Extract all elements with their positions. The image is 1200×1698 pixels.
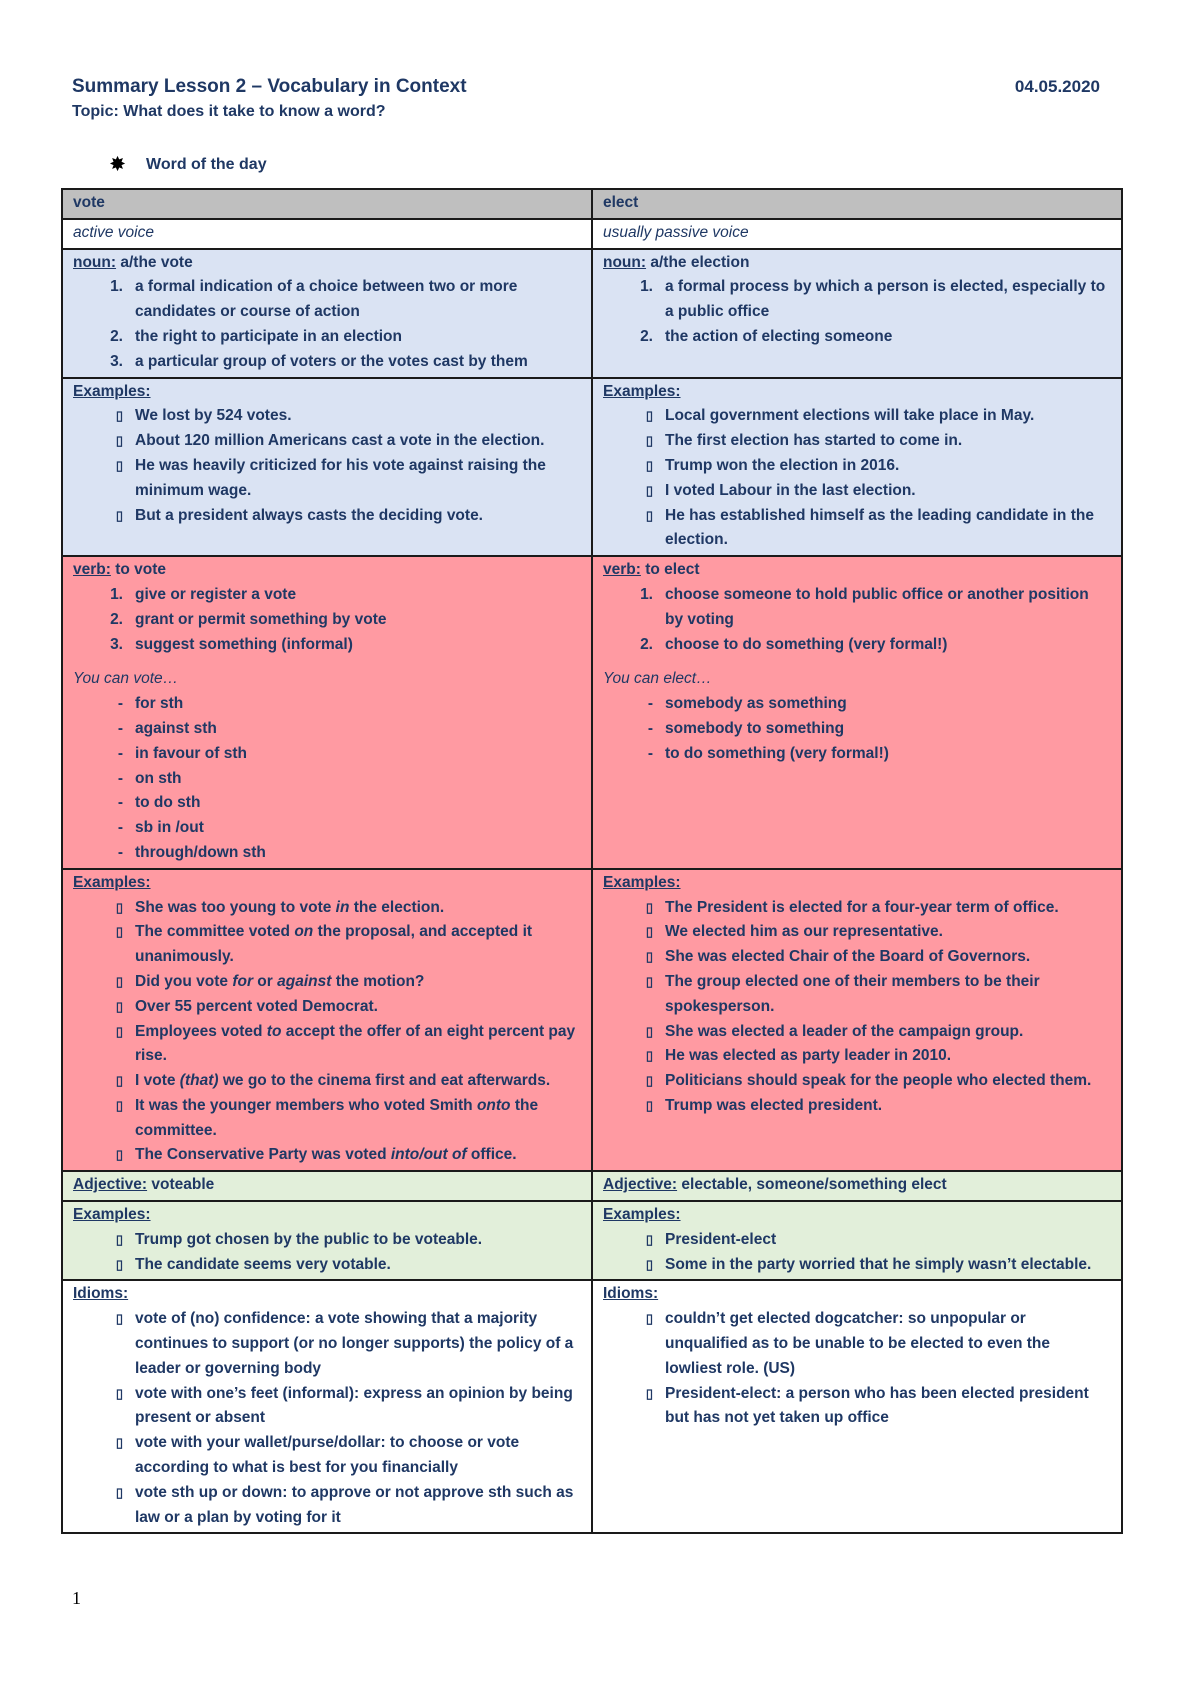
list-item	[603, 1094, 1111, 1119]
list-number: 2.	[110, 327, 123, 345]
list-item	[73, 504, 581, 529]
bullet-icon: ▯	[645, 973, 653, 989]
dash-marker: -	[117, 744, 123, 762]
elect-verb-examples	[603, 896, 1111, 1119]
text-fragment: Employees voted	[135, 1022, 267, 1040]
vote-noun-examples-cell	[62, 378, 592, 557]
list-item-text: the right to participate in an election	[135, 327, 402, 345]
bullet-icon: ▯	[645, 408, 653, 424]
text-fragment: accept the offer of an eight percent pay rise.	[135, 1022, 576, 1065]
bullet-icon: ▯	[645, 949, 653, 965]
verb-head: to vote	[110, 561, 167, 579]
list-item	[603, 1020, 1111, 1045]
list-item-text: in favour of sth	[135, 744, 247, 762]
adjective-label: Adjective:	[73, 1176, 148, 1194]
list-number: 3.	[110, 352, 123, 370]
list-item-text	[135, 995, 581, 1020]
vote-verb-cell	[62, 556, 592, 869]
list-item-text: I voted Labour in the last election.	[665, 481, 916, 499]
noun-label: noun:	[603, 253, 647, 271]
list-item	[73, 275, 581, 325]
list-item	[73, 1069, 581, 1094]
bullet-icon: ▯	[115, 457, 123, 473]
list-item-text: vote with your wallet/purse/dollar: to choose or vote according to what is best for you financially	[135, 1434, 520, 1477]
list-item-text: Trump got chosen by the public to be voteable.	[135, 1230, 483, 1248]
list-item-text	[135, 1069, 581, 1094]
text-fragment: Did you vote	[135, 972, 233, 990]
italic-fragment: onto	[476, 1096, 511, 1114]
list-item-text: Trump won the election in 2016.	[665, 456, 900, 474]
list-item	[73, 608, 581, 633]
list-item	[73, 583, 581, 608]
text-fragment: or	[253, 972, 278, 990]
verb-head: to elect	[640, 561, 700, 579]
list-item	[603, 1228, 1111, 1253]
bullet-icon: ▯	[645, 899, 653, 915]
bullet-icon: ▯	[645, 924, 653, 940]
text-fragment: Over 55 percent voted Democrat.	[135, 997, 378, 1015]
list-item-text: She was elected Chair of the Board of Governors.	[665, 948, 1031, 966]
vote-verb-examples	[73, 896, 581, 1169]
elect-verb-heading	[603, 558, 1111, 583]
list-item-text: a particular group of voters or the votes cast by them	[135, 352, 528, 370]
list-item	[603, 1069, 1111, 1094]
elect-idioms	[603, 1307, 1111, 1431]
noun-row	[62, 249, 1122, 378]
italic-fragment: against	[277, 972, 332, 990]
list-item-text: somebody to something	[665, 719, 845, 737]
page-number: 1	[72, 1588, 81, 1608]
voice-row	[62, 219, 1122, 249]
dash-marker: -	[117, 695, 123, 713]
list-item-text: on sth	[135, 769, 182, 787]
examples-label: Examples:	[603, 873, 681, 891]
idioms-label: Idioms:	[73, 1285, 129, 1303]
text-fragment: It was the younger members who voted Smith	[135, 1096, 477, 1114]
list-item-text: a formal process by which a person is elected, especially to a public office	[665, 278, 1106, 321]
list-item-text: President-elect: a person who has been elected president but has not yet taken up office	[665, 1384, 1089, 1427]
bullet-icon: ▯	[115, 1435, 123, 1451]
dash-marker: -	[647, 695, 653, 713]
word-of-the-day-label: Word of the day	[146, 155, 267, 173]
vocabulary-table	[61, 188, 1123, 1534]
list-item	[73, 1143, 581, 1168]
list-item	[603, 1307, 1111, 1381]
list-item-text	[135, 970, 581, 995]
vote-adjective-examples	[73, 1228, 581, 1278]
elect-noun-cell	[592, 249, 1122, 378]
list-item	[73, 742, 581, 767]
idioms-label: Idioms:	[603, 1285, 659, 1303]
elect-can-list	[603, 692, 1111, 766]
list-item-text: give or register a vote	[135, 585, 297, 603]
examples-label: Examples:	[603, 1206, 681, 1224]
adjective-examples-row	[62, 1201, 1122, 1280]
noun-head: a/the election	[646, 253, 750, 271]
verb-examples-row	[62, 869, 1122, 1172]
list-item-text: Local government elections will take place in May.	[665, 407, 1035, 425]
bullet-icon: ▯	[115, 1097, 123, 1113]
list-item	[73, 1382, 581, 1432]
vote-noun-heading	[73, 251, 581, 276]
list-item	[73, 1020, 581, 1070]
list-item-text: vote sth up or down: to approve or not approve sth such as law or a plan by voting for it	[135, 1483, 574, 1526]
bullet-icon: ▯	[645, 1097, 653, 1113]
list-item-text: vote of (no) confidence: a vote showing that a majority continues to support (or no longer supports) the policy of a leader or governing body	[135, 1310, 574, 1377]
bullet-icon: ▯	[115, 1231, 123, 1247]
list-item	[603, 325, 1111, 350]
list-item	[73, 791, 581, 816]
text-fragment: the proposal, and accepted it unanimously.	[135, 923, 533, 966]
list-item	[73, 1228, 581, 1253]
text-fragment: office.	[466, 1146, 517, 1164]
verb-label: verb:	[73, 561, 111, 579]
bullet-icon: ▯	[645, 1231, 653, 1247]
bullet-icon: ▯	[645, 457, 653, 473]
list-item	[603, 404, 1111, 429]
list-item	[603, 1044, 1111, 1069]
vote-can-label: You can vote…	[73, 670, 179, 688]
table-header-row	[62, 189, 1122, 219]
vote-noun-cell	[62, 249, 592, 378]
list-item-text: choose to do something (very formal!)	[665, 635, 948, 653]
text-fragment: the election.	[349, 898, 445, 916]
list-item-text: Trump was elected president.	[665, 1096, 883, 1114]
elect-noun-examples-cell	[592, 378, 1122, 557]
list-item	[73, 767, 581, 792]
noun-examples-row	[62, 378, 1122, 557]
italic-fragment: in	[335, 898, 350, 916]
bullet-icon: ▯	[645, 1256, 653, 1272]
examples-label: Examples:	[73, 1206, 151, 1224]
list-item	[73, 325, 581, 350]
document-header	[72, 76, 1100, 121]
bullet-icon: ▯	[115, 1147, 123, 1163]
list-item	[603, 692, 1111, 717]
vote-idioms-cell	[62, 1280, 592, 1533]
elect-noun-heading	[603, 251, 1111, 276]
list-item-text: for sth	[135, 695, 184, 713]
bullet-icon: ▯	[115, 1073, 123, 1089]
list-item-text: sb in /out	[135, 819, 204, 837]
list-item-text: Politicians should speak for the people who elected them.	[665, 1072, 1092, 1090]
list-item-text: Some in the party worried that he simply wasn’t electable.	[665, 1255, 1092, 1273]
list-number: 2.	[640, 635, 653, 653]
topic-line: Topic: What does it take to know a word?	[72, 103, 386, 120]
examples-label: Examples:	[73, 382, 151, 400]
column-vote-header: vote	[62, 189, 592, 219]
list-item	[73, 920, 581, 970]
list-item-text	[135, 920, 581, 970]
list-number: 1.	[110, 278, 123, 296]
bullet-icon: ▯	[645, 1385, 653, 1401]
vote-voice: active voice	[62, 219, 592, 249]
bullet-icon: ▯	[115, 1484, 123, 1500]
bullet-icon: ▯	[115, 924, 123, 940]
list-item	[603, 717, 1111, 742]
dash-marker: -	[647, 744, 653, 762]
italic-fragment: for	[232, 972, 253, 990]
list-item	[73, 995, 581, 1020]
list-item	[603, 920, 1111, 945]
elect-can-label: You can elect…	[603, 670, 712, 688]
list-item	[603, 633, 1111, 658]
list-item-text: through/down sth	[135, 843, 266, 861]
list-item-text: somebody as something	[665, 695, 847, 713]
list-number: 2.	[110, 610, 123, 628]
bullet-icon: ▯	[115, 1023, 123, 1039]
text-fragment: The committee voted	[135, 923, 295, 941]
vote-noun-definitions	[73, 275, 581, 374]
title-row	[72, 76, 1100, 98]
list-item-text: to do something (very formal!)	[665, 744, 889, 762]
column-elect-header: elect	[592, 189, 1122, 219]
bullet-icon: ▯	[115, 1256, 123, 1272]
elect-idioms-cell	[592, 1280, 1122, 1533]
noun-head: a/the vote	[116, 253, 193, 271]
list-item	[73, 1094, 581, 1144]
bullet-icon: ▯	[645, 1048, 653, 1064]
text-fragment: the motion?	[331, 972, 425, 990]
elect-verb-definitions	[603, 583, 1111, 657]
list-item-text: The first election has started to come in.	[665, 432, 963, 450]
list-item-text: the action of electing someone	[665, 327, 893, 345]
list-item-text: choose someone to hold public office or another position by voting	[665, 585, 1089, 628]
bullet-icon: ▯	[645, 433, 653, 449]
list-item	[73, 633, 581, 658]
dash-marker: -	[117, 819, 123, 837]
dash-marker: -	[117, 719, 123, 737]
list-item-text: The group elected one of their members to be their spokesperson.	[665, 972, 1040, 1015]
dash-marker: -	[117, 794, 123, 812]
italic-fragment: to	[266, 1022, 282, 1040]
adjective-head: voteable	[147, 1176, 215, 1194]
bullet-icon: ▯	[115, 1311, 123, 1327]
vote-verb-heading	[73, 558, 581, 583]
bullet-icon: ▯	[645, 1073, 653, 1089]
italic-fragment: (that)	[179, 1072, 219, 1090]
noun-label: noun:	[73, 253, 117, 271]
list-item-text: suggest something (informal)	[135, 635, 353, 653]
vote-adjective-examples-cell	[62, 1201, 592, 1280]
adjective-head: electable, someone/something elect	[677, 1176, 947, 1194]
bullet-icon: ▯	[645, 1311, 653, 1327]
text-fragment: the committee.	[135, 1096, 539, 1139]
list-item	[73, 1307, 581, 1381]
list-number: 2.	[640, 327, 653, 345]
list-item-text: The candidate seems very votable.	[135, 1255, 391, 1273]
examples-label: Examples:	[73, 873, 151, 891]
elect-adjective-examples	[603, 1228, 1111, 1278]
list-item	[73, 350, 581, 375]
bullet-icon: ▯	[115, 998, 123, 1014]
text-fragment: The Conservative Party was voted	[135, 1146, 391, 1164]
list-item	[603, 504, 1111, 554]
text-fragment: we go to the cinema first and eat afterwards.	[218, 1072, 551, 1090]
star-bullet-icon: ✸	[110, 154, 126, 174]
list-item-text: a formal indication of a choice between two or more candidates or course of action	[135, 278, 518, 321]
elect-noun-definitions	[603, 275, 1111, 349]
verb-label: verb:	[603, 561, 641, 579]
list-item-text	[135, 1143, 581, 1168]
elect-verb-cell	[592, 556, 1122, 869]
vote-adjective-cell	[62, 1171, 592, 1201]
list-item-text: couldn’t get elected dogcatcher: so unpopular or unqualified as to be unable to be elected to even the lowliest role. (US)	[665, 1310, 1050, 1377]
elect-adjective-examples-cell	[592, 1201, 1122, 1280]
word-of-the-day	[110, 154, 267, 175]
vote-noun-examples	[73, 404, 581, 528]
vote-verb-examples-cell	[62, 869, 592, 1172]
list-item-text: The President is elected for a four-year term of office.	[665, 898, 1059, 916]
verb-row	[62, 556, 1122, 869]
bullet-icon: ▯	[115, 408, 123, 424]
list-item-text: to do sth	[135, 794, 201, 812]
vote-verb-definitions	[73, 583, 581, 657]
vote-can-list	[73, 692, 581, 866]
list-item	[603, 583, 1111, 633]
list-item-text	[135, 896, 581, 921]
dash-marker: -	[117, 769, 123, 787]
elect-verb-examples-cell	[592, 869, 1122, 1172]
list-item	[603, 945, 1111, 970]
list-item-text: against sth	[135, 719, 217, 737]
list-number: 3.	[110, 635, 123, 653]
list-item-text: grant or permit something by vote	[135, 610, 387, 628]
document-title: Summary Lesson 2 – Vocabulary in Context	[72, 76, 467, 97]
list-item-text: He has established himself as the leading candidate in the election.	[665, 506, 1094, 549]
bullet-icon: ▯	[645, 507, 653, 523]
idioms-row	[62, 1280, 1122, 1533]
list-item	[73, 404, 581, 429]
bullet-icon: ▯	[115, 507, 123, 523]
list-item	[603, 1253, 1111, 1278]
bullet-icon: ▯	[115, 433, 123, 449]
document-date: 04.05.2020	[1014, 77, 1100, 96]
elect-voice: usually passive voice	[592, 219, 1122, 249]
bullet-icon: ▯	[645, 1023, 653, 1039]
bullet-icon: ▯	[115, 899, 123, 915]
list-item	[73, 1253, 581, 1278]
list-item	[603, 275, 1111, 325]
list-item	[73, 1431, 581, 1481]
list-item	[603, 429, 1111, 454]
list-item-text: We lost by 524 votes.	[135, 407, 292, 425]
list-item	[73, 717, 581, 742]
italic-fragment: on	[294, 923, 314, 941]
elect-noun-examples	[603, 404, 1111, 553]
list-item-text: But a president always casts the deciding vote.	[135, 506, 483, 524]
list-item-text: We elected him as our representative.	[665, 923, 943, 941]
adjective-label: Adjective:	[603, 1176, 678, 1194]
examples-label: Examples:	[603, 382, 681, 400]
list-item	[603, 742, 1111, 767]
list-item-text: He was elected as party leader in 2010.	[665, 1047, 952, 1065]
list-item	[73, 429, 581, 454]
bullet-icon: ▯	[115, 973, 123, 989]
list-item-text: About 120 million Americans cast a vote in the election.	[135, 432, 545, 450]
elect-adjective-cell	[592, 1171, 1122, 1201]
list-item-text: vote with one’s feet (informal): express an opinion by being present or absent	[135, 1384, 573, 1427]
vote-idioms	[73, 1307, 581, 1530]
list-item	[73, 454, 581, 504]
bullet-icon: ▯	[115, 1385, 123, 1401]
list-item-text: She was elected a leader of the campaign group.	[665, 1022, 1024, 1040]
text-fragment: I vote	[135, 1072, 180, 1090]
list-item-text: President-elect	[665, 1230, 777, 1248]
list-item	[73, 816, 581, 841]
list-item	[603, 970, 1111, 1020]
list-item-text	[135, 1094, 581, 1144]
italic-fragment: into/out of	[390, 1146, 467, 1164]
list-item-text: He was heavily criticized for his vote against raising the minimum wage.	[135, 456, 546, 499]
list-number: 1.	[110, 585, 123, 603]
list-item-text	[135, 1020, 581, 1070]
dash-marker: -	[117, 843, 123, 861]
text-fragment: She was too young to vote	[135, 898, 336, 916]
list-item	[73, 841, 581, 866]
list-number: 1.	[640, 585, 653, 603]
list-item	[73, 1481, 581, 1531]
list-item	[603, 479, 1111, 504]
list-item	[73, 896, 581, 921]
list-item	[73, 970, 581, 995]
list-item	[603, 896, 1111, 921]
list-number: 1.	[640, 278, 653, 296]
list-item	[73, 692, 581, 717]
dash-marker: -	[647, 719, 653, 737]
adjective-row	[62, 1171, 1122, 1201]
list-item	[603, 1382, 1111, 1432]
list-item	[603, 454, 1111, 479]
bullet-icon: ▯	[645, 482, 653, 498]
